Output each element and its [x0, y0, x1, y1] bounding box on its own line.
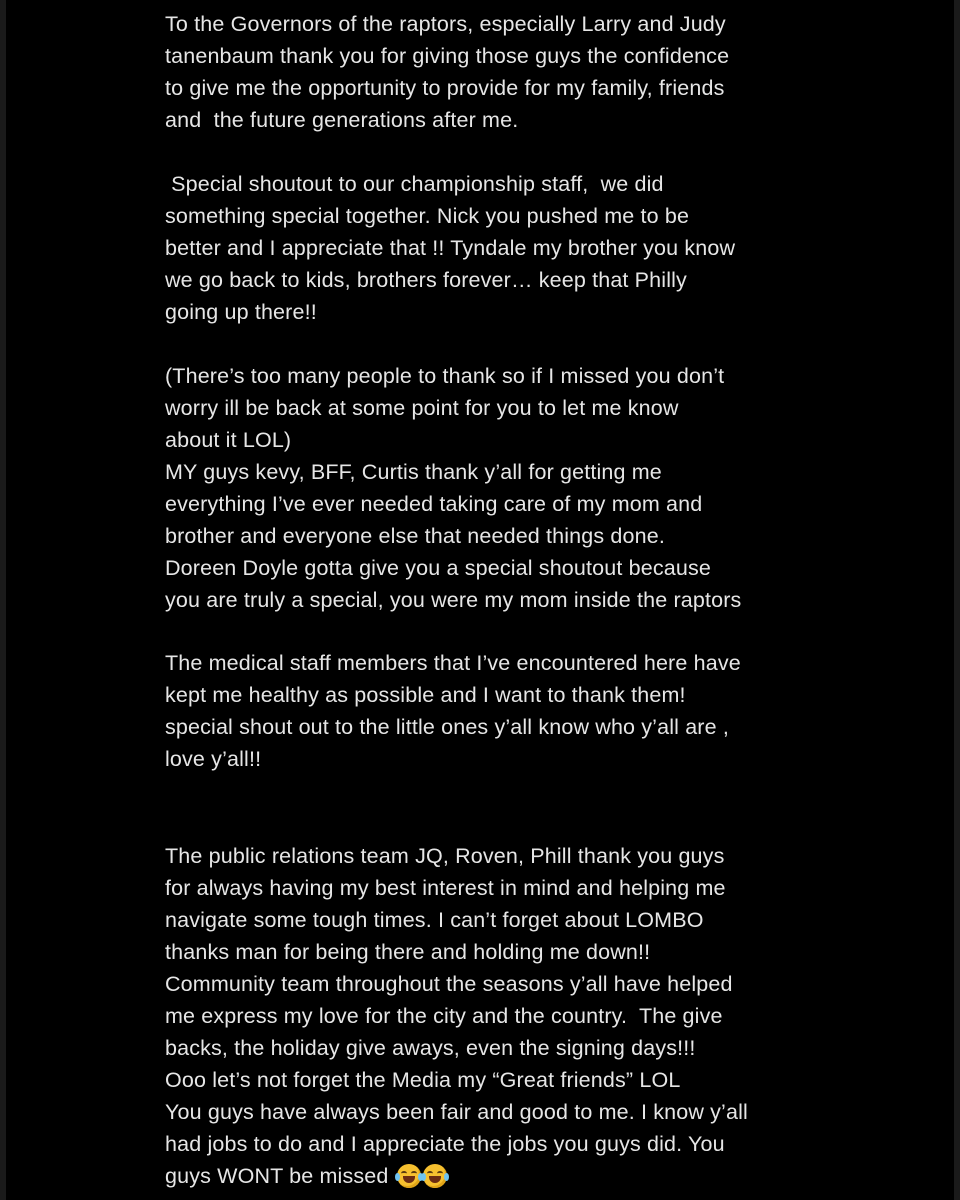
face-with-tears-of-joy-icon	[397, 1164, 421, 1188]
text-line: brother and everyone else that needed things done.	[165, 524, 665, 548]
text-line: everything I’ve ever needed taking care of my mom and	[165, 492, 703, 516]
text-line: special shout out to the little ones y’all know who y’all are ,	[165, 715, 729, 739]
paragraph-championship-staff	[165, 168, 865, 328]
paragraph-public-relations	[165, 840, 865, 1192]
text-line: we go back to kids, brothers forever… keep that Philly	[165, 268, 687, 292]
text-line: for always having my best interest in mind and helping me	[165, 876, 726, 900]
paragraph-governors	[165, 8, 865, 136]
text-line: worry ill be back at some point for you to let me know	[165, 396, 679, 420]
text-line: tanenbaum thank you for giving those guys the confidence	[165, 44, 730, 68]
face-with-tears-of-joy-icon	[423, 1164, 447, 1188]
text-line: You guys have always been fair and good to me. I know y’all	[165, 1100, 748, 1124]
text-line: me express my love for the city and the country. The give	[165, 1004, 723, 1028]
text-line: Ooo let’s not forget the Media my “Great friends” LOL	[165, 1068, 681, 1092]
text-line: (There’s too many people to thank so if I missed you don’t	[165, 364, 725, 388]
text-line: about it LOL)	[165, 428, 292, 452]
text-line: kept me healthy as possible and I want to thank them!	[165, 683, 686, 707]
text-line: something special together. Nick you pushed me to be	[165, 204, 690, 228]
text-line: navigate some tough times. I can’t forget about LOMBO	[165, 908, 704, 932]
paragraph-thanks-people	[165, 360, 865, 616]
text-line-content: guys WONT be missed	[165, 1164, 395, 1188]
text-line: you are truly a special, you were my mom inside the raptors	[165, 588, 742, 612]
text-line: To the Governors of the raptors, especially Larry and Judy	[165, 12, 726, 36]
text-line: better and I appreciate that !! Tyndale my brother you know	[165, 236, 736, 260]
text-line: and the future generations after me.	[165, 108, 519, 132]
text-line: to give me the opportunity to provide for my family, friends	[165, 76, 725, 100]
last-text-line	[165, 1160, 865, 1192]
text-line: going up there!!	[165, 300, 317, 324]
text-line: Special shoutout to our championship staff, we did	[165, 172, 664, 196]
paragraph-medical-staff	[165, 647, 865, 775]
text-line: Community team throughout the seasons y’all have helped	[165, 972, 733, 996]
text-line: The medical staff members that I’ve encountered here have	[165, 651, 741, 675]
text-line: backs, the holiday give aways, even the signing days!!!	[165, 1036, 696, 1060]
text-line: love y’all!!	[165, 747, 262, 771]
text-line: had jobs to do and I appreciate the jobs you guys did. You	[165, 1132, 725, 1156]
text-line: The public relations team JQ, Roven, Phill thank you guys	[165, 844, 725, 868]
text-line: MY guys kevy, BFF, Curtis thank y’all for getting me	[165, 460, 662, 484]
text-line: Doreen Doyle gotta give you a special shoutout because	[165, 556, 711, 580]
text-line: thanks man for being there and holding me down!!	[165, 940, 651, 964]
